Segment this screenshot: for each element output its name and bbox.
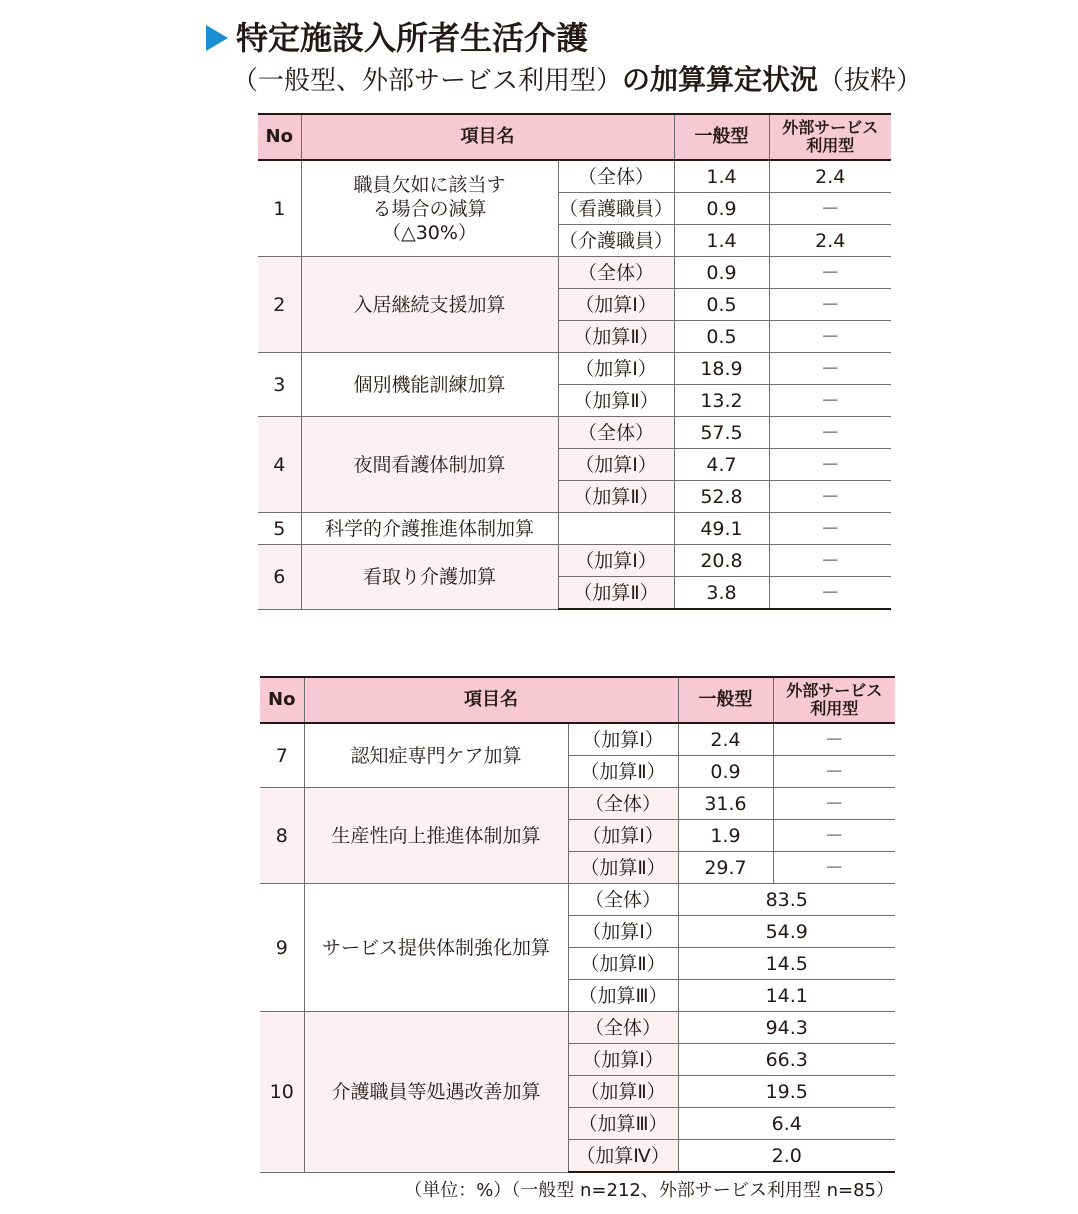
triangle-marker-icon <box>206 25 228 51</box>
table-row <box>260 723 895 756</box>
table-row <box>258 160 891 193</box>
value-general: 0.5 <box>674 321 769 353</box>
item-name: 認知症専門ケア加算 <box>304 723 568 788</box>
header-general: 一般型 <box>678 677 773 723</box>
sub-item: （加算Ⅰ） <box>558 289 674 321</box>
value-general: 57.5 <box>674 417 769 449</box>
item-name: 個別機能訓練加算 <box>301 353 558 417</box>
row-number: 9 <box>260 884 304 1012</box>
value-combined: 14.1 <box>678 980 895 1012</box>
value-general: 0.9 <box>674 193 769 225</box>
value-external: － <box>769 417 891 449</box>
table-row <box>258 513 891 545</box>
value-external: － <box>773 723 895 756</box>
value-combined: 83.5 <box>678 884 895 916</box>
table-additions-1 <box>258 113 891 610</box>
value-combined: 66.3 <box>678 1044 895 1076</box>
value-combined: 19.5 <box>678 1076 895 1108</box>
sub-item: （全体） <box>558 417 674 449</box>
sub-item: （加算Ⅰ） <box>568 723 678 756</box>
value-combined: 2.0 <box>678 1140 895 1173</box>
sub-item: （加算Ⅰ） <box>568 916 678 948</box>
page-title <box>206 18 923 96</box>
header-external: 外部サービス 利用型 <box>773 677 895 723</box>
sub-item: （加算Ⅰ） <box>558 545 674 577</box>
row-number: 5 <box>258 513 301 545</box>
row-number: 3 <box>258 353 301 417</box>
value-external: － <box>769 289 891 321</box>
value-combined: 6.4 <box>678 1108 895 1140</box>
sub-item: （加算Ⅱ） <box>568 852 678 884</box>
table-row <box>258 257 891 289</box>
sub-item: （加算Ⅱ） <box>568 1076 678 1108</box>
table-header-row <box>260 677 895 723</box>
value-external: － <box>773 756 895 788</box>
sub-item: （全体） <box>568 788 678 820</box>
value-combined: 14.5 <box>678 948 895 980</box>
table-additions-2 <box>260 676 895 1173</box>
value-general: 52.8 <box>674 481 769 513</box>
header-general: 一般型 <box>674 114 769 160</box>
table-row <box>258 353 891 385</box>
value-general: 13.2 <box>674 385 769 417</box>
value-external: － <box>773 820 895 852</box>
value-combined: 94.3 <box>678 1012 895 1044</box>
row-number: 4 <box>258 417 301 513</box>
value-general: 1.4 <box>674 225 769 257</box>
sub-item: （全体） <box>568 1012 678 1044</box>
header-no: No <box>258 114 301 160</box>
table-row <box>260 788 895 820</box>
unit-note: （単位：%）（一般型 n=212、外部サービス利用型 n=85） <box>404 1180 894 1201</box>
row-number: 2 <box>258 257 301 353</box>
table-row <box>258 545 891 577</box>
row-number: 10 <box>260 1012 304 1173</box>
value-general: 0.5 <box>674 289 769 321</box>
title-paren: （一般型、外部サービス利用型） <box>232 66 623 96</box>
title-line1 <box>206 18 588 58</box>
header-item: 項目名 <box>301 114 674 160</box>
sub-item: （加算Ⅲ） <box>568 1108 678 1140</box>
value-general: 3.8 <box>674 577 769 610</box>
value-external: 2.4 <box>769 225 891 257</box>
row-number: 6 <box>258 545 301 610</box>
item-name: 入居継続支援加算 <box>301 257 558 353</box>
sub-item: （加算Ⅱ） <box>558 385 674 417</box>
value-external: － <box>769 257 891 289</box>
table-header-row <box>258 114 891 160</box>
value-external: － <box>773 852 895 884</box>
sub-item: （看護職員） <box>558 193 674 225</box>
sub-item: （介護職員） <box>558 225 674 257</box>
item-name: 職員欠如に該当する場合の減算（△30%） <box>301 160 558 257</box>
row-number: 8 <box>260 788 304 884</box>
table-body-2 <box>260 723 895 1172</box>
sub-item: （全体） <box>568 884 678 916</box>
sub-item: （加算Ⅰ） <box>558 353 674 385</box>
value-combined: 54.9 <box>678 916 895 948</box>
value-general: 4.7 <box>674 449 769 481</box>
row-number: 7 <box>260 723 304 788</box>
value-general: 18.9 <box>674 353 769 385</box>
value-general: 20.8 <box>674 545 769 577</box>
header-external: 外部サービス 利用型 <box>769 114 891 160</box>
value-general: 1.4 <box>674 160 769 193</box>
item-name: 介護職員等処遇改善加算 <box>304 1012 568 1173</box>
sub-item: （加算Ⅱ） <box>568 948 678 980</box>
sub-item: （加算Ⅰ） <box>568 820 678 852</box>
header-no: No <box>260 677 304 723</box>
item-name: 夜間看護体制加算 <box>301 417 558 513</box>
sub-item: （加算Ⅱ） <box>558 321 674 353</box>
value-external: 2.4 <box>769 160 891 193</box>
row-number: 1 <box>258 160 301 257</box>
sub-item: （加算Ⅰ） <box>568 1044 678 1076</box>
table-row <box>260 884 895 916</box>
sub-item <box>558 513 674 545</box>
title-line2 <box>232 62 922 99</box>
item-name: 生産性向上推進体制加算 <box>304 788 568 884</box>
title-subject: の加算算定状況 <box>622 63 819 96</box>
table-body-1 <box>258 160 891 609</box>
value-external: － <box>773 788 895 820</box>
sub-item: （加算Ⅳ） <box>568 1140 678 1173</box>
value-general: 31.6 <box>678 788 773 820</box>
item-name: サービス提供体制強化加算 <box>304 884 568 1012</box>
value-external: － <box>769 513 891 545</box>
value-external: － <box>769 449 891 481</box>
sub-item: （加算Ⅰ） <box>558 449 674 481</box>
value-external: － <box>769 545 891 577</box>
value-general: 0.9 <box>674 257 769 289</box>
value-general: 1.9 <box>678 820 773 852</box>
table-row <box>258 417 891 449</box>
value-external: － <box>769 353 891 385</box>
sub-item: （全体） <box>558 257 674 289</box>
value-general: 0.9 <box>678 756 773 788</box>
sub-item: （加算Ⅱ） <box>558 481 674 513</box>
item-name: 看取り介護加算 <box>301 545 558 610</box>
sub-item: （全体） <box>558 160 674 193</box>
sub-item: （加算Ⅱ） <box>558 577 674 610</box>
value-external: － <box>769 577 891 610</box>
sub-item: （加算Ⅱ） <box>568 756 678 788</box>
header-item: 項目名 <box>304 677 678 723</box>
value-general: 29.7 <box>678 852 773 884</box>
item-name: 科学的介護推進体制加算 <box>301 513 558 545</box>
value-general: 49.1 <box>674 513 769 545</box>
value-external: － <box>769 481 891 513</box>
value-external: － <box>769 321 891 353</box>
table-row <box>260 1012 895 1044</box>
title-suffix: （抜粋） <box>818 66 923 96</box>
value-general: 2.4 <box>678 723 773 756</box>
sub-item: （加算Ⅲ） <box>568 980 678 1012</box>
title-main: 特定施設入所者生活介護 <box>236 19 589 57</box>
value-external: － <box>769 385 891 417</box>
value-external: － <box>769 193 891 225</box>
